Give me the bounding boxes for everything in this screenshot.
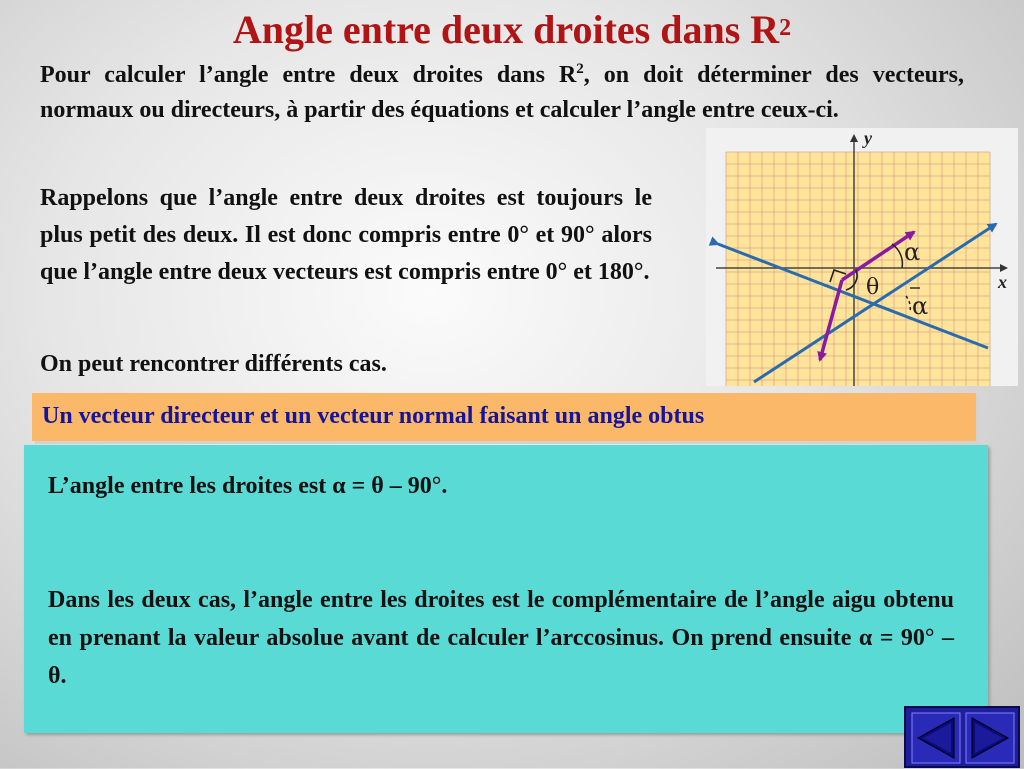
cases-text: On peut rencontrer différents cas. — [40, 351, 387, 377]
x-axis-label: x — [998, 272, 1007, 292]
angle-alpha-prime-label: α — [912, 292, 929, 320]
case-banner-text: Un vecteur directeur et un vecteur normal faisant un angle obtus — [42, 403, 705, 429]
navigation-bar — [904, 706, 1020, 768]
angle-formula-text: L’angle entre les droites est α = θ – 90°. — [48, 473, 448, 499]
right-arrow-icon — [965, 712, 1015, 764]
angle-theta-label: θ — [866, 275, 880, 300]
case-banner — [32, 393, 976, 441]
left-arrow-icon — [911, 712, 961, 764]
graph-svg — [706, 128, 1018, 386]
y-axis-label: y — [864, 128, 872, 148]
angle-alpha-label: α — [904, 238, 921, 266]
intro-text-after: , on doit déterminer des vecteurs, normaux ou directeurs, à partir des équations et calculer l’angle entre ceux-ci. — [40, 62, 964, 123]
title-superscript: 2 — [779, 15, 792, 41]
conclusion-paragraph: Dans les deux cas, l’angle entre les droites est le complémentaire de l’angle aigu obtenu en prenant la valeur absolue avant de calculer l’arccosinus. On prend ensuite α = 90° – θ. — [48, 587, 954, 689]
intro-paragraph — [40, 58, 964, 128]
previous-slide-button[interactable] — [911, 712, 961, 764]
title-text: Angle entre deux droites dans R — [232, 7, 780, 52]
explanation-panel — [24, 445, 988, 733]
coordinate-graph — [706, 128, 1018, 386]
next-slide-button[interactable] — [965, 712, 1015, 764]
reminder-paragraph: Rappelons que l’angle entre deux droites est toujours le plus petit des deux. Il est donc compris entre 0° et 90° alors que l’angle entre deux vecteurs est compris entre 0° et 180°. — [40, 185, 652, 285]
intro-text-before: Pour calculer l’angle entre deux droites dans R — [40, 62, 577, 88]
intro-superscript: 2 — [576, 61, 584, 77]
slide-title — [0, 6, 1024, 54]
